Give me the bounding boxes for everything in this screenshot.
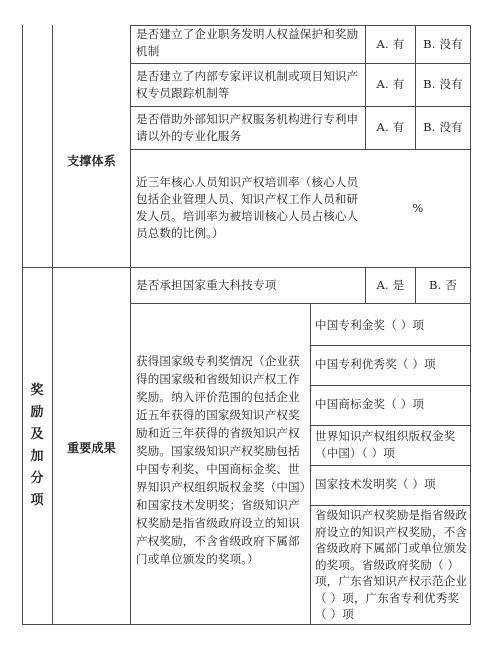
award-national-invention[interactable]: 国家技术发明奖（ ）项 <box>315 477 436 491</box>
category-major-results: 重要成果 <box>67 441 116 455</box>
option-a-yes[interactable]: A. 有 <box>376 77 405 91</box>
border-line <box>22 624 470 625</box>
option-a-yes[interactable]: A. 有 <box>376 37 405 51</box>
question-core-staff-training-rate: 近三年核心人员知识产权培训率（核心人员包括企业管理人员、知识产权工作人员和研发人员。培训率为被培训核心人员占核心人员总数的比例。） <box>136 175 359 240</box>
border-line <box>310 505 470 506</box>
border-line <box>310 345 470 346</box>
option-a-yes[interactable]: A. 有 <box>376 120 405 134</box>
question-expert-review-mechanism: 是否建立了内部专家评议机制或项目知识产权专员跟踪机制等 <box>136 69 359 100</box>
award-china-patent-excellence[interactable]: 中国专利优秀奖（ ）项 <box>315 357 436 371</box>
border-line <box>470 25 471 625</box>
category-char: 项 <box>30 493 44 508</box>
option-b-no[interactable]: B. 否 <box>428 278 458 292</box>
training-rate-field[interactable]: % <box>412 201 424 215</box>
border-line <box>22 25 23 625</box>
award-china-patent-gold[interactable]: 中国专利金奖（ ）项 <box>315 318 425 332</box>
question-external-ip-services: 是否借助外部知识产权服务机构进行专利申请以外的专业化服务 <box>136 112 359 143</box>
border-line <box>130 106 470 107</box>
border-line <box>310 385 470 386</box>
border-line <box>310 425 470 426</box>
border-line <box>52 25 53 625</box>
border-line <box>22 267 470 268</box>
option-b-no[interactable]: B. 没有 <box>423 77 463 91</box>
category-char: 分 <box>30 471 44 486</box>
category-char: 励 <box>30 405 44 420</box>
option-b-no[interactable]: B. 没有 <box>423 37 463 51</box>
question-national-major-project: 是否承担国家重大科技专项 <box>136 278 277 292</box>
border-line <box>310 465 470 466</box>
question-employee-invention-rights: 是否建立了企业职务发明人权益保护和奖励机制 <box>136 27 359 58</box>
border-line <box>130 25 131 625</box>
category-support-system: 支撑体系 <box>67 154 116 168</box>
category-char: 及 <box>30 427 44 442</box>
award-provincial-ip[interactable]: 省级知识产权奖励是指省级政府设立的知识产权奖励，不含省级政府下属部门或单位颁发的奖项。省级政府奖励（ ）项，广东省知识产权示范企业（ ）项，广东省专利优秀奖（ ）项 <box>315 508 468 621</box>
award-wipo-copyright-gold[interactable]: 世界知识产权组织版权金奖（中国）（ ）项 <box>315 429 456 460</box>
category-char: 奖 <box>30 383 44 398</box>
award-china-trademark-gold[interactable]: 中国商标金奖（ ）项 <box>315 397 425 411</box>
option-b-no[interactable]: B. 没有 <box>423 120 463 134</box>
description-national-patent-awards: 获得国家级专利奖情况（企业获得的国家级和省级知识产权工作奖励。纳入评价范围的包括企业近五年获得的国家级知识产权奖励和近三年获得的省级知识产权奖励。国家级知识产权奖励包括中国专利奖、中国商标金奖、世界知识产权组织版权金奖（中国）和国家技术发明奖；省级知识产权奖励是指省级政府设立的知识产权奖励，不含省级政府下属部门或单位颁发的奖项。） <box>136 354 306 566</box>
border-line <box>130 303 470 304</box>
option-a-yes[interactable]: A. 是 <box>376 278 405 292</box>
category-char: 加 <box>30 449 44 464</box>
border-line <box>130 149 470 150</box>
border-line <box>130 63 470 64</box>
border-line <box>310 303 311 625</box>
category-awards-bonus <box>22 380 52 512</box>
